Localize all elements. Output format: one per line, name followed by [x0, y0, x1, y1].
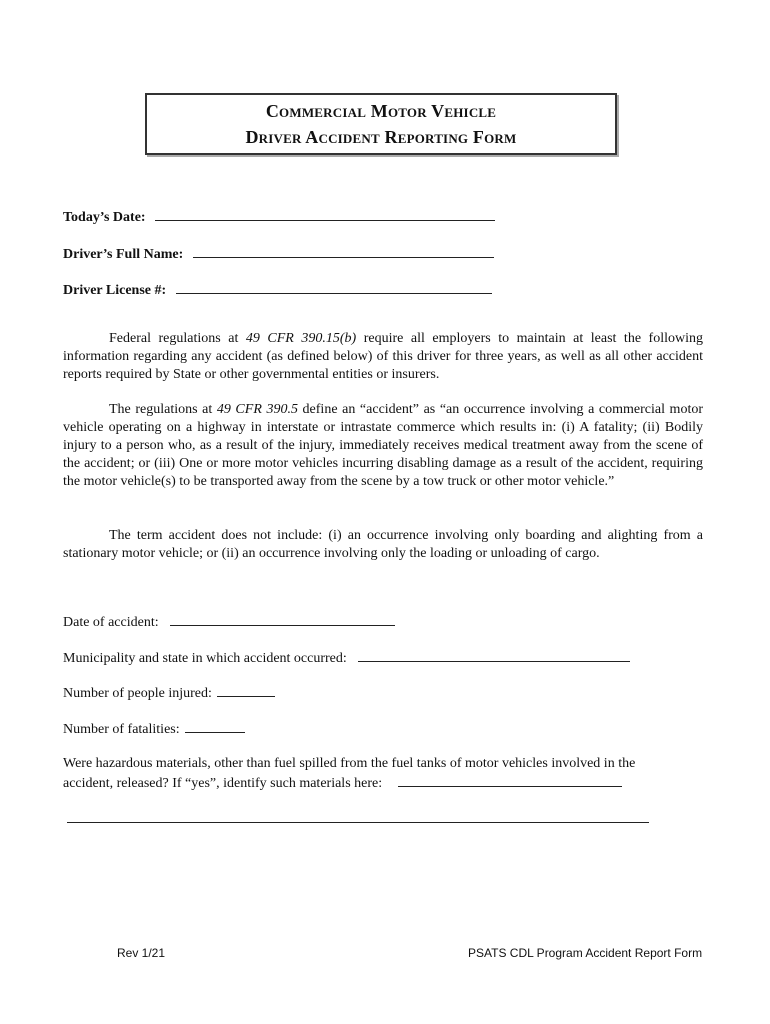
- municipality-input[interactable]: [358, 649, 630, 662]
- hazmat-question-line-1: Were hazardous materials, other than fuel spilled from the fuel tanks of motor vehicles involved in the: [63, 756, 636, 771]
- citation-390-15b: 49 CFR 390.15(b): [245, 331, 357, 346]
- date-of-accident-input[interactable]: [170, 613, 395, 626]
- license-label: Driver License #:: [63, 283, 167, 298]
- fatalities-field: [63, 720, 245, 738]
- fatalities-input[interactable]: [185, 720, 245, 733]
- paragraph-1-text-end: require all employers to maintain at least the following information regarding any accident (as defined below) of this driver for three years, as well as all other accident reports required by State or other governmental entities or insurers.: [63, 331, 703, 382]
- license-field: [63, 281, 492, 299]
- people-injured-label: Number of people injured:: [63, 686, 212, 701]
- hazmat-question-line-2-field: [63, 774, 622, 792]
- paragraph-2-text-start: The regulations at: [109, 402, 217, 417]
- title-line-2: Driver Accident Reporting Form: [245, 127, 517, 147]
- paragraph-2: [63, 401, 703, 491]
- municipality-label: Municipality and state in which accident occurred:: [63, 651, 347, 666]
- drivers-name-label: Driver’s Full Name:: [63, 247, 184, 262]
- date-of-accident-field: [63, 613, 395, 631]
- paragraph-3: [63, 527, 703, 563]
- form-name-footer: PSATS CDL Program Accident Report Form: [468, 946, 703, 960]
- drivers-name-field: [63, 245, 494, 263]
- people-injured-input[interactable]: [217, 684, 275, 697]
- municipality-field: [63, 649, 630, 667]
- todays-date-label: Today’s Date:: [63, 210, 146, 225]
- date-of-accident-label: Date of accident:: [63, 615, 159, 630]
- people-injured-field: [63, 684, 275, 702]
- todays-date-field: [63, 208, 495, 226]
- hazmat-materials-continued-input[interactable]: [67, 810, 649, 823]
- hazmat-question-line-2: accident, released? If “yes”, identify such materials here:: [63, 776, 383, 791]
- hazmat-materials-input[interactable]: [398, 774, 622, 787]
- revision-label: Rev 1/21: [117, 946, 166, 960]
- paragraph-1: [63, 330, 703, 384]
- license-input[interactable]: [176, 281, 492, 294]
- paragraph-1-text-start: Federal regulations at: [109, 331, 246, 346]
- form-title: [145, 93, 617, 155]
- fatalities-label: Number of fatalities:: [63, 722, 180, 737]
- paragraph-3-text: The term accident does not include: (i) an occurrence involving only boarding and alighting from a stationary motor vehicle; or (ii) an occurrence involving only the loading or unloading of cargo.: [63, 528, 703, 561]
- title-line-1: Commercial Motor Vehicle: [265, 101, 497, 121]
- paragraph-2-text-end: define an “accident” as “an occurrence involving a commercial motor vehicle operating on a highway in interstate or intrastate commerce which results in: (i) A fatality; (ii) Bodily injury to a person who, as a result of the injury, immediately receives medical treatment away from the scene of the accident; or (iii) One or more motor vehicles incurring disabling damage as a result of the accident, requiring the motor vehicle(s) to be transported away from the scene by a tow truck or other motor vehicle.”: [63, 402, 703, 489]
- citation-390-5: 49 CFR 390.5: [216, 402, 298, 417]
- drivers-name-input[interactable]: [193, 245, 494, 258]
- todays-date-input[interactable]: [155, 208, 495, 221]
